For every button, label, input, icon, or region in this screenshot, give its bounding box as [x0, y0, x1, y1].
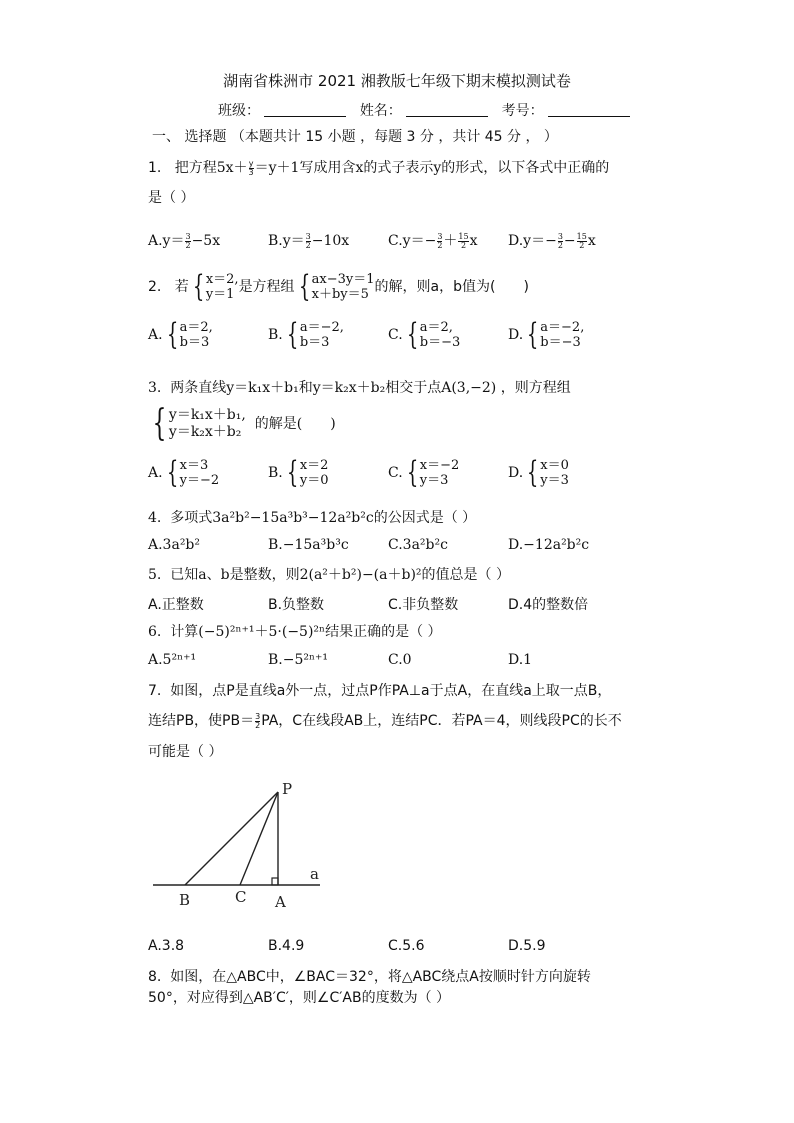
q3-option-a[interactable]: A. { x＝3 y＝−2: [148, 455, 220, 490]
q6-number: 6.: [148, 624, 162, 640]
q6-option-d[interactable]: D.1: [508, 652, 533, 668]
q5-stem: 5. 已知a、b是整数，则2(a²＋b²)−(a＋b)²的值总是（ ）: [148, 567, 510, 583]
q5-number: 5.: [148, 567, 162, 583]
q2-number: 2.: [148, 279, 162, 295]
number-label: 考号：: [501, 103, 544, 119]
name-blank[interactable]: [406, 102, 488, 117]
q4-stem: 4. 多项式3a²b²−15a³b³−12a²b²c的公因式是（ ）: [148, 510, 477, 526]
q2-stem: 2. 若 { x＝2, y＝1 是方程组 { ax−3y＝1 x＋by＝5 的解，则a，b值为( ): [148, 269, 529, 304]
q1-option-b[interactable]: B.y＝ $\frac{3}{2}$ −10x: [268, 231, 350, 250]
q3-stem-line2: { y＝k₁x＋b₁, y＝k₂x＋b₂ 的解是( ): [148, 406, 336, 442]
label-c: C: [235, 888, 247, 906]
q4-option-d[interactable]: D.−12a²b²c: [508, 537, 590, 553]
q7-option-a[interactable]: A.3.8: [148, 938, 185, 954]
q4-option-c[interactable]: C.3a²b²c: [388, 537, 448, 553]
segment-pc: [240, 792, 278, 885]
class-label: 班级：: [218, 103, 260, 119]
label-a-line: a: [310, 865, 319, 883]
q1-stem-line2: 是（ ）: [148, 190, 195, 206]
q8-stem: 8. 如图，在△ABC中，∠BAC＝32°，将△ABC绕点A按顺时针方向旋转: [148, 969, 591, 985]
q5-option-d[interactable]: D.4的整数倍: [508, 597, 589, 613]
q1-post: ＝y＋1写成用含x的式子表示y的形式，以下各式中正确的: [254, 160, 610, 176]
q2-solution-system: { x＝2, y＝1: [192, 269, 239, 304]
q4-number: 4.: [148, 510, 162, 526]
q1-pre: 把方程5x＋: [174, 160, 248, 176]
q3-option-c[interactable]: C. { x＝−2 y＝3: [388, 455, 460, 490]
q6-option-a[interactable]: A.5²ⁿ⁺¹: [148, 652, 197, 668]
section-title: 一、 选择题 （本题共计 15 小题 ，每题 3 分 ，共计 45 分 ， ）: [152, 129, 558, 145]
q7-stem-line2: 连结PB，使PB＝ $\frac{3}{2}$ PA，C在线段AB上，连结PC．若PA＝4，则线段PC的长不: [148, 711, 622, 730]
label-a-point: A: [275, 893, 286, 911]
right-angle-mark: [272, 878, 278, 885]
q1-option-a[interactable]: A.y＝ $\frac{3}{2}$ −5x: [148, 231, 221, 250]
q6-option-c[interactable]: C.0: [388, 652, 412, 668]
student-info-line: [218, 100, 630, 120]
q2-option-a[interactable]: A. { a＝2, b＝3: [148, 317, 213, 352]
q5-option-c[interactable]: C.非负整数: [388, 597, 459, 613]
name-label: 姓名：: [359, 103, 402, 119]
q3-stem: 3. 两条直线y＝k₁x＋b₁和y＝k₂x＋b₂相交于点A(3,−2) ，则方程组: [148, 380, 571, 396]
q7-option-d[interactable]: D.5.9: [508, 938, 546, 954]
q8-number: 8.: [148, 969, 162, 985]
q7-stem-line3: 可能是（ ）: [148, 744, 223, 760]
q1-frac: $\frac{y}{3}$: [248, 158, 254, 177]
q2-equation-system: { ax−3y＝1 x＋by＝5: [298, 269, 375, 304]
q5-option-a[interactable]: A.正整数: [148, 597, 204, 613]
q3-equation-system: { y＝k₁x＋b₁, y＝k₂x＋b₂: [152, 403, 246, 444]
q3-number: 3.: [148, 380, 162, 396]
q7-frac: $\frac{3}{2}$: [255, 711, 261, 730]
q7-geometry-figure: [148, 770, 338, 920]
q4-option-b[interactable]: B.−15a³b³c: [268, 537, 349, 553]
label-b: B: [179, 891, 191, 909]
q7-option-b[interactable]: B.4.9: [268, 938, 305, 954]
q7-option-c[interactable]: C.5.6: [388, 938, 425, 954]
number-blank[interactable]: [548, 102, 630, 117]
q1-option-d[interactable]: D.y＝− $\frac{3}{2}$ − $\frac{15}{2}$ x: [508, 231, 596, 250]
q7-stem: 7. 如图，点P是直线a外一点，过点P作PA⊥a于点A，在直线a上取一点B，: [148, 683, 612, 699]
exam-title: 湖南省株洲市 2021 湘教版七年级下期末模拟测试卷: [223, 72, 571, 90]
q8-stem-line2: 50°，对应得到△AB′C′，则∠C′AB的度数为（ ）: [148, 990, 451, 1006]
q3-option-b[interactable]: B. { x＝2 y＝0: [268, 455, 329, 490]
q5-option-b[interactable]: B.负整数: [268, 597, 325, 613]
q6-option-b[interactable]: B.−5²ⁿ⁺¹: [268, 652, 329, 668]
q3-option-d[interactable]: D. { x＝0 y＝3: [508, 455, 569, 490]
label-p: P: [282, 780, 293, 798]
q1-stem: [148, 158, 609, 178]
class-blank[interactable]: [264, 102, 346, 117]
q6-stem: 6. 计算(−5)²ⁿ⁺¹＋5·(−5)²ⁿ结果正确的是（ ）: [148, 624, 442, 640]
q1-option-c[interactable]: C.y＝− $\frac{3}{2}$ ＋ $\frac{15}{2}$ x: [388, 231, 478, 250]
q2-option-b[interactable]: B. { a＝−2, b＝3: [268, 317, 344, 352]
q4-option-a[interactable]: A.3a²b²: [148, 537, 201, 553]
q2-option-d[interactable]: D. { a＝−2, b＝−3: [508, 317, 585, 352]
q7-number: 7.: [148, 683, 162, 699]
segment-pb: [185, 792, 278, 885]
q2-option-c[interactable]: C. { a＝2, b＝−3: [388, 317, 461, 352]
q1-number: 1.: [148, 160, 162, 176]
